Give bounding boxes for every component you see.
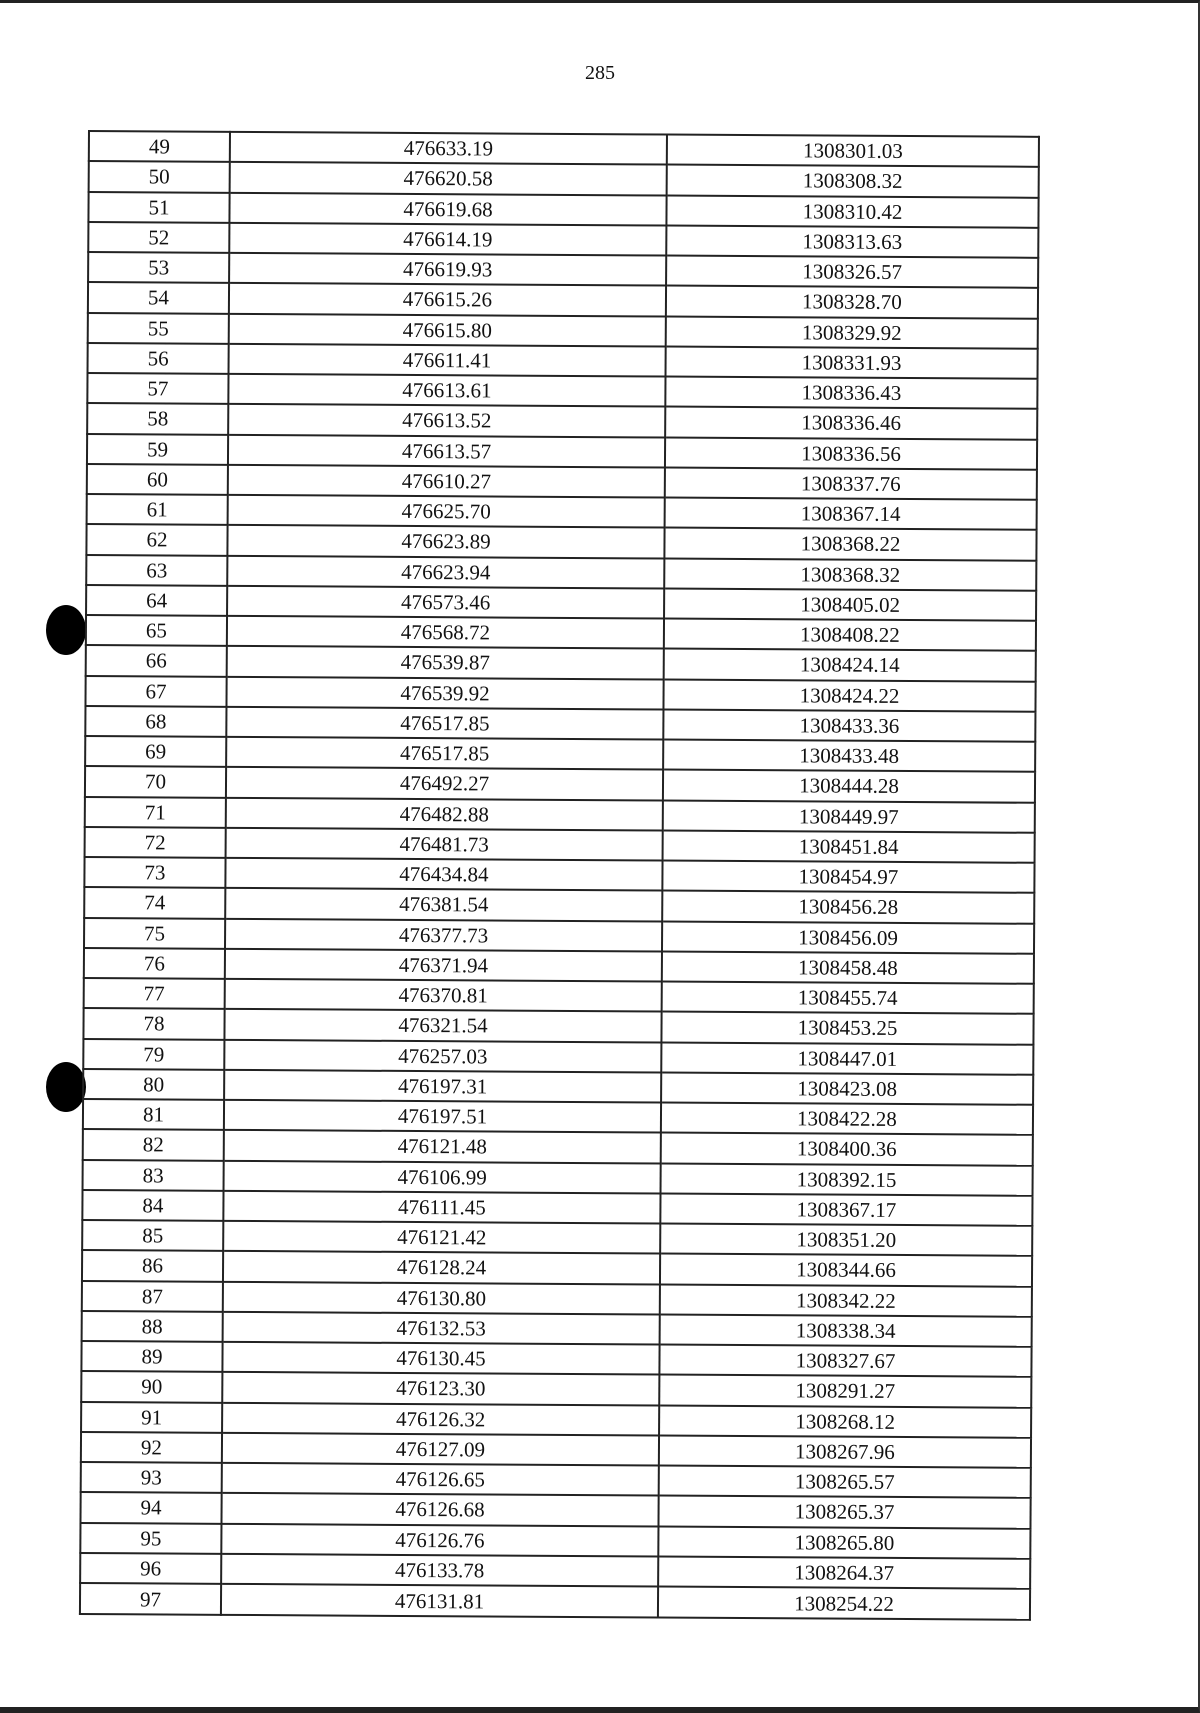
easting-cell: 476126.65 xyxy=(222,1463,659,1496)
northing-cell: 1308336.56 xyxy=(665,437,1037,470)
northing-cell: 1308264.37 xyxy=(658,1556,1030,1589)
northing-cell: 1308456.09 xyxy=(662,921,1034,954)
point-number-cell: 94 xyxy=(80,1492,221,1523)
point-number-cell: 58 xyxy=(87,403,228,434)
easting-cell: 476615.80 xyxy=(229,313,666,346)
northing-cell: 1308344.66 xyxy=(660,1254,1032,1287)
northing-cell: 1308454.97 xyxy=(662,861,1034,894)
punch-hole xyxy=(46,605,86,655)
northing-cell: 1308336.46 xyxy=(665,407,1037,440)
northing-cell: 1308329.92 xyxy=(666,316,1038,349)
easting-cell: 476197.31 xyxy=(224,1070,661,1103)
easting-cell: 476610.27 xyxy=(228,465,665,498)
coordinates-table xyxy=(79,130,1040,1621)
northing-cell: 1308265.37 xyxy=(658,1496,1030,1529)
easting-cell: 476434.84 xyxy=(225,858,662,891)
easting-cell: 476633.19 xyxy=(230,132,667,165)
point-number-cell: 88 xyxy=(82,1311,223,1342)
easting-cell: 476126.32 xyxy=(222,1402,659,1435)
point-number-cell: 80 xyxy=(83,1069,224,1100)
point-number-cell: 70 xyxy=(85,766,226,797)
point-number-cell: 76 xyxy=(84,948,225,979)
easting-cell: 476121.48 xyxy=(224,1130,661,1163)
point-number-cell: 96 xyxy=(80,1553,221,1584)
northing-cell: 1308433.48 xyxy=(663,740,1035,773)
northing-cell: 1308326.57 xyxy=(666,256,1038,289)
northing-cell: 1308458.48 xyxy=(662,951,1034,984)
point-number-cell: 72 xyxy=(85,827,226,858)
easting-cell: 476619.93 xyxy=(229,253,666,286)
easting-cell: 476111.45 xyxy=(223,1191,660,1224)
point-number-cell: 62 xyxy=(86,524,227,555)
point-number-cell: 84 xyxy=(82,1190,223,1221)
northing-cell: 1308291.27 xyxy=(659,1375,1031,1408)
northing-cell: 1308368.22 xyxy=(664,528,1036,561)
point-number-cell: 92 xyxy=(81,1432,222,1463)
point-number-cell: 65 xyxy=(86,615,227,646)
northing-cell: 1308367.17 xyxy=(660,1193,1032,1226)
easting-cell: 476613.52 xyxy=(228,404,665,437)
northing-cell: 1308408.22 xyxy=(664,619,1036,652)
easting-cell: 476539.92 xyxy=(226,676,663,709)
northing-cell: 1308453.25 xyxy=(661,1012,1033,1045)
northing-cell: 1308422.28 xyxy=(661,1103,1033,1136)
easting-cell: 476132.53 xyxy=(223,1312,660,1345)
northing-cell: 1308331.93 xyxy=(666,346,1038,379)
easting-cell: 476381.54 xyxy=(225,888,662,921)
point-number-cell: 51 xyxy=(88,192,229,223)
easting-cell: 476619.68 xyxy=(229,192,666,225)
easting-cell: 476127.09 xyxy=(222,1433,659,1466)
point-number-cell: 54 xyxy=(88,282,229,313)
point-number-cell: 95 xyxy=(80,1522,221,1553)
easting-cell: 476377.73 xyxy=(225,918,662,951)
easting-cell: 476482.88 xyxy=(226,797,663,830)
northing-cell: 1308328.70 xyxy=(666,286,1038,319)
point-number-cell: 89 xyxy=(81,1341,222,1372)
table-row xyxy=(80,1583,1030,1620)
easting-cell: 476126.76 xyxy=(221,1523,658,1556)
point-number-cell: 56 xyxy=(88,343,229,374)
northing-cell: 1308451.84 xyxy=(663,830,1035,863)
easting-cell: 476517.85 xyxy=(226,737,663,770)
northing-cell: 1308351.20 xyxy=(660,1224,1032,1257)
northing-cell: 1308424.14 xyxy=(664,649,1036,682)
easting-cell: 476481.73 xyxy=(226,828,663,861)
easting-cell: 476615.26 xyxy=(229,283,666,316)
point-number-cell: 82 xyxy=(83,1129,224,1160)
easting-cell: 476371.94 xyxy=(225,949,662,982)
northing-cell: 1308338.34 xyxy=(660,1314,1032,1347)
northing-cell: 1308424.22 xyxy=(663,679,1035,712)
easting-cell: 476613.61 xyxy=(228,374,665,407)
northing-cell: 1308449.97 xyxy=(663,800,1035,833)
easting-cell: 476568.72 xyxy=(227,616,664,649)
northing-cell: 1308308.32 xyxy=(667,165,1039,198)
easting-cell: 476623.94 xyxy=(227,555,664,588)
point-number-cell: 79 xyxy=(83,1038,224,1069)
northing-cell: 1308336.43 xyxy=(665,377,1037,410)
northing-cell: 1308444.28 xyxy=(663,770,1035,803)
easting-cell: 476613.57 xyxy=(228,434,665,467)
easting-cell: 476130.80 xyxy=(223,1281,660,1314)
easting-cell: 476370.81 xyxy=(225,979,662,1012)
easting-cell: 476623.89 xyxy=(227,525,664,558)
easting-cell: 476121.42 xyxy=(223,1221,660,1254)
easting-cell: 476539.87 xyxy=(227,646,664,679)
point-number-cell: 74 xyxy=(84,887,225,918)
easting-cell: 476321.54 xyxy=(224,1009,661,1042)
point-number-cell: 64 xyxy=(86,585,227,616)
easting-cell: 476620.58 xyxy=(230,162,667,195)
point-number-cell: 66 xyxy=(86,645,227,676)
easting-cell: 476257.03 xyxy=(224,1039,661,1072)
point-number-cell: 91 xyxy=(81,1401,222,1432)
northing-cell: 1308313.63 xyxy=(666,225,1038,258)
point-number-cell: 71 xyxy=(85,796,226,827)
point-number-cell: 50 xyxy=(89,161,230,192)
easting-cell: 476492.27 xyxy=(226,767,663,800)
point-number-cell: 83 xyxy=(83,1159,224,1190)
point-number-cell: 49 xyxy=(89,131,230,162)
point-number-cell: 61 xyxy=(87,494,228,525)
easting-cell: 476614.19 xyxy=(229,223,666,256)
easting-cell: 476133.78 xyxy=(221,1554,658,1587)
point-number-cell: 53 xyxy=(88,252,229,283)
northing-cell: 1308310.42 xyxy=(666,195,1038,228)
point-number-cell: 52 xyxy=(88,222,229,253)
northing-cell: 1308265.57 xyxy=(659,1466,1031,1499)
point-number-cell: 67 xyxy=(85,675,226,706)
northing-cell: 1308301.03 xyxy=(667,135,1039,168)
point-number-cell: 63 xyxy=(86,554,227,585)
point-number-cell: 68 xyxy=(85,706,226,737)
northing-cell: 1308254.22 xyxy=(658,1587,1030,1620)
point-number-cell: 55 xyxy=(88,313,229,344)
northing-cell: 1308423.08 xyxy=(661,1072,1033,1105)
easting-cell: 476106.99 xyxy=(224,1160,661,1193)
point-number-cell: 97 xyxy=(80,1583,221,1615)
northing-cell: 1308367.14 xyxy=(665,498,1037,531)
point-number-cell: 93 xyxy=(81,1462,222,1493)
point-number-cell: 78 xyxy=(83,1008,224,1039)
point-number-cell: 59 xyxy=(87,434,228,465)
point-number-cell: 75 xyxy=(84,917,225,948)
point-number-cell: 57 xyxy=(87,373,228,404)
point-number-cell: 81 xyxy=(83,1099,224,1130)
point-number-cell: 85 xyxy=(82,1220,223,1251)
northing-cell: 1308268.12 xyxy=(659,1405,1031,1438)
coordinates-table-container xyxy=(79,130,1038,1621)
easting-cell: 476130.45 xyxy=(222,1342,659,1375)
point-number-cell: 86 xyxy=(82,1250,223,1281)
point-number-cell: 87 xyxy=(82,1280,223,1311)
point-number-cell: 73 xyxy=(84,857,225,888)
northing-cell: 1308368.32 xyxy=(664,558,1036,591)
easting-cell: 476611.41 xyxy=(229,344,666,377)
point-number-cell: 90 xyxy=(81,1371,222,1402)
northing-cell: 1308456.28 xyxy=(662,891,1034,924)
northing-cell: 1308337.76 xyxy=(665,467,1037,500)
northing-cell: 1308455.74 xyxy=(662,982,1034,1015)
northing-cell: 1308447.01 xyxy=(661,1042,1033,1075)
easting-cell: 476573.46 xyxy=(227,586,664,619)
point-number-cell: 69 xyxy=(85,736,226,767)
easting-cell: 476128.24 xyxy=(223,1251,660,1284)
point-number-cell: 77 xyxy=(84,978,225,1009)
page-number: 285 xyxy=(585,62,615,84)
northing-cell: 1308267.96 xyxy=(659,1435,1031,1468)
easting-cell: 476197.51 xyxy=(224,1100,661,1133)
easting-cell: 476131.81 xyxy=(221,1584,658,1618)
point-number-cell: 60 xyxy=(87,464,228,495)
northing-cell: 1308342.22 xyxy=(660,1284,1032,1317)
northing-cell: 1308392.15 xyxy=(661,1163,1033,1196)
punch-hole xyxy=(46,1062,86,1112)
easting-cell: 476123.30 xyxy=(222,1372,659,1405)
easting-cell: 476517.85 xyxy=(226,707,663,740)
northing-cell: 1308400.36 xyxy=(661,1133,1033,1166)
easting-cell: 476625.70 xyxy=(228,495,665,528)
coordinates-table-body xyxy=(80,131,1039,1620)
northing-cell: 1308433.36 xyxy=(663,709,1035,742)
northing-cell: 1308405.02 xyxy=(664,588,1036,621)
northing-cell: 1308327.67 xyxy=(659,1345,1031,1378)
northing-cell: 1308265.80 xyxy=(658,1526,1030,1559)
easting-cell: 476126.68 xyxy=(221,1493,658,1526)
